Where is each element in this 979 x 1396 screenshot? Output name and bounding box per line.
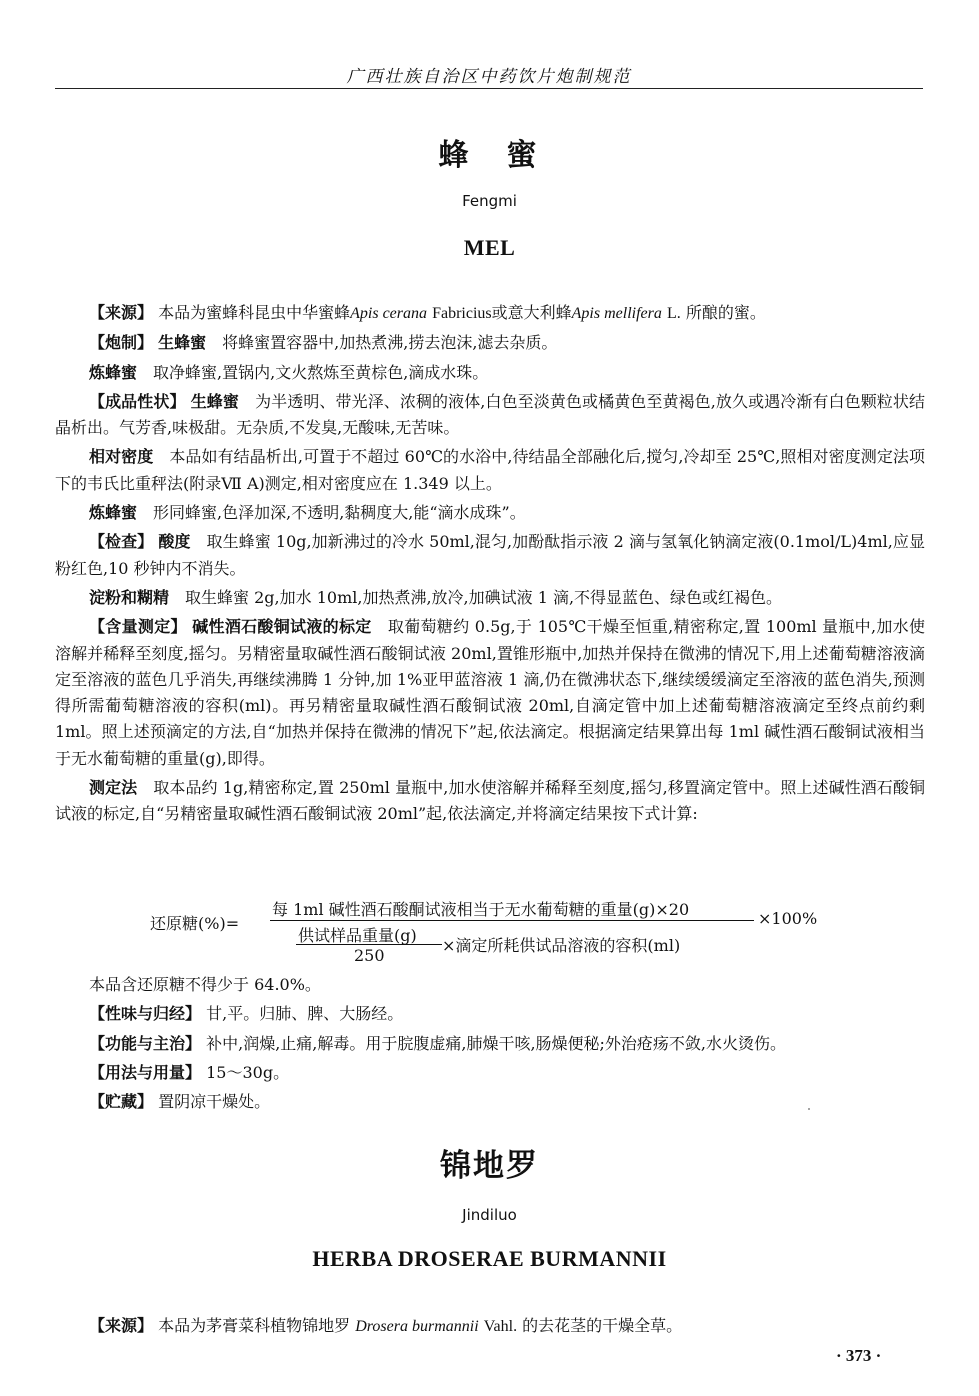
entry-body-fengmi-tail: [55, 972, 925, 1118]
species-author: Fabricius: [432, 305, 492, 322]
section-label-source: 【来源】: [89, 1316, 154, 1335]
species-author: Vahl.: [483, 1318, 518, 1335]
entry-body-jindiluo: [55, 1313, 925, 1343]
source-text: 本品为蜜蜂科昆虫中华蜜蜂: [158, 303, 351, 322]
section-label-source: 【来源】: [89, 303, 154, 322]
processing-paragraph: [55, 330, 925, 356]
species-name: Apis cerana: [350, 305, 427, 322]
density-paragraph: [55, 444, 925, 497]
entry-body-fengmi: [55, 300, 925, 831]
sub-label: 测定法: [89, 778, 138, 798]
entry-title-jindiluo: 锦地罗: [440, 1148, 539, 1184]
source-paragraph: [55, 300, 925, 327]
sub-label: 相对密度: [89, 447, 154, 467]
page-number: · 373 ·: [836, 1346, 882, 1365]
storage-paragraph: [55, 1089, 925, 1115]
character-paragraph: [55, 389, 925, 442]
method-text: 取本品约 1g,精密称定,置 250ml 量瓶中,加水使溶解并稀释至刻度,摇匀,移置滴定管中。照上述碱性酒石酸铜试液的标定,自“另精密量取碱性酒石酸铜试液 20ml”起,依法滴定,并将滴定结果按下式计算:: [55, 778, 925, 824]
species-name: Apis mellifera: [571, 305, 662, 322]
source-text: 或意大利蜂: [491, 303, 572, 322]
formula-main-bar: [270, 920, 754, 921]
section-label-check: 【检查】: [89, 532, 154, 552]
formula-denominator-rest: ×滴定所耗供试品溶液的容积(ml): [442, 936, 681, 955]
check-paragraph: [55, 529, 925, 582]
sub-label: 碱性酒石酸铜试液的标定: [192, 617, 372, 637]
usage-text: 15～30g。: [206, 1062, 290, 1082]
entry-latin-jindiluo: HERBA DROSERAE BURMANNII: [312, 1246, 667, 1271]
source-text: 本品为茅膏菜科植物锦地罗: [158, 1316, 351, 1335]
assay-text: 取葡萄糖约 0.5g,于 105℃干燥至恒重,精密称定,置 100ml 量瓶中,加水使溶解并稀释至刻度,摇匀。另精密量取碱性酒石酸铜试液 20ml,置锥形瓶中,加热并保持在微沸的情况下,用上述葡萄糖溶液滴定至溶液的蓝色几乎消失,再继续沸腾 1 分钟,加 1%亚甲蓝溶液 1 滴,仍在微沸状态下,继续缓缓滴定至溶液的蓝色消失,预测得所需葡萄糖溶液的容积(ml)。再另精密量取碱性酒石酸铜试液 20ml,自滴定管中加上述葡萄糖溶液滴定至终点前约剩 1ml。照上述预滴定的方法,自“加热并保持在微沸的情况下”起,依法滴定。根据滴定结果算出每 1ml 碱性酒石酸铜试液相当于无水葡萄糖的重量(g),即得。: [55, 617, 925, 768]
sub-label: 生蜂蜜: [158, 333, 207, 353]
function-text: 补中,润燥,止痛,解毒。用于脘腹虚痛,肺燥干咳,肠燥便秘;外治疮疡不敛,水火烫伤。: [206, 1033, 787, 1053]
entry-pinyin-fengmi: Fengmi: [462, 192, 517, 210]
method-paragraph: [55, 775, 925, 828]
reducing-sugar-formula: [150, 897, 850, 967]
sub-label: 生蜂蜜: [190, 391, 239, 411]
assay-paragraph: [55, 614, 925, 772]
source-paragraph: [55, 1313, 925, 1340]
processing-text: 将蜂蜜置容器中,加热煮沸,捞去泡沫,滤去杂质。: [222, 333, 558, 353]
sub-label: 酸度: [158, 532, 191, 552]
usage-paragraph: [55, 1060, 925, 1086]
running-header: 广西壮族自治区中药饮片炮制规范: [346, 67, 632, 87]
density-text: 本品如有结晶析出,可置于不超过 60℃的水浴中,待结晶全部融化后,搅匀,冷却至 25℃,照相对密度测定法项下的韦氏比重秤法(附录Ⅶ A)测定,相对密度应在 1.349 以上。: [55, 447, 925, 493]
formula-denominator-denominator: 250: [354, 946, 385, 965]
nature-text: 甘,平。归肺、脾、大肠经。: [206, 1004, 404, 1024]
section-label-storage: 【贮藏】: [89, 1092, 154, 1112]
sub-label: 炼蜂蜜: [89, 503, 138, 523]
entry-pinyin-jindiluo: Jindiluo: [462, 1206, 517, 1224]
speck: [808, 1108, 810, 1110]
entry-title-fengmi: 蜂 蜜: [438, 138, 541, 173]
formula-denominator-numerator: 供试样品重量(g): [298, 926, 417, 945]
storage-text: 置阴凉干燥处。: [158, 1092, 271, 1112]
processing-text: 取净蜂蜜,置锅内,文火熬炼至黄棕色,滴成水珠。: [153, 362, 489, 382]
section-label-assay: 【含量测定】: [89, 617, 187, 637]
starch-paragraph: [55, 585, 925, 611]
species-author: L.: [666, 305, 681, 322]
source-text: 所酿的蜜。: [685, 303, 766, 322]
section-label-nature: 【性味与归经】: [89, 1004, 202, 1024]
character-text: 形同蜂蜜,色泽加深,不透明,黏稠度大,能“滴水成珠”。: [153, 503, 526, 523]
entry-latin-fengmi: MEL: [463, 235, 516, 260]
refined-processing-paragraph: [55, 360, 925, 386]
check-text: 取生蜂蜜 10g,加新沸过的冷水 50ml,混匀,加酚酞指示液 2 滴与氢氧化钠滴定液(0.1mol/L)4ml,应显粉红色,10 秒钟内不消失。: [55, 532, 925, 578]
character-text: 为半透明、带光泽、浓稠的液体,白色至淡黄色或橘黄色至黄褐色,放久或遇冷渐有白色颗粒状结晶析出。气芳香,味极甜。无杂质,不发臭,无酸味,无苦味。: [55, 391, 925, 438]
section-label-function: 【功能与主治】: [89, 1033, 202, 1053]
section-label-usage: 【用法与用量】: [89, 1062, 202, 1082]
check-text: 取生蜂蜜 2g,加水 10ml,加热煮沸,放冷,加碘试液 1 滴,不得显蓝色、绿色或红褐色。: [185, 587, 783, 607]
sub-label: 淀粉和糊精: [89, 587, 170, 607]
function-paragraph: [55, 1031, 925, 1057]
header-rule: [55, 88, 923, 89]
formula-numerator: 每 1ml 碱性酒石酸酮试液相当于无水葡萄糖的重量(g)×20: [272, 900, 690, 919]
sub-label: 炼蜂蜜: [89, 362, 138, 382]
refined-character-paragraph: [55, 500, 925, 526]
formula-sub-bar: [296, 944, 442, 945]
content-requirement: 本品含还原糖不得少于 64.0%。: [89, 975, 321, 994]
species-name: Drosera burmannii: [355, 1318, 479, 1335]
formula-lhs: 还原糖(%)=: [150, 914, 240, 933]
source-text: 的去花茎的干燥全草。: [522, 1316, 683, 1335]
section-label-character: 【成品性状】: [89, 391, 186, 411]
section-label-processing: 【炮制】: [89, 333, 154, 353]
nature-paragraph: [55, 1001, 925, 1027]
formula-times-100: ×100%: [758, 909, 818, 928]
